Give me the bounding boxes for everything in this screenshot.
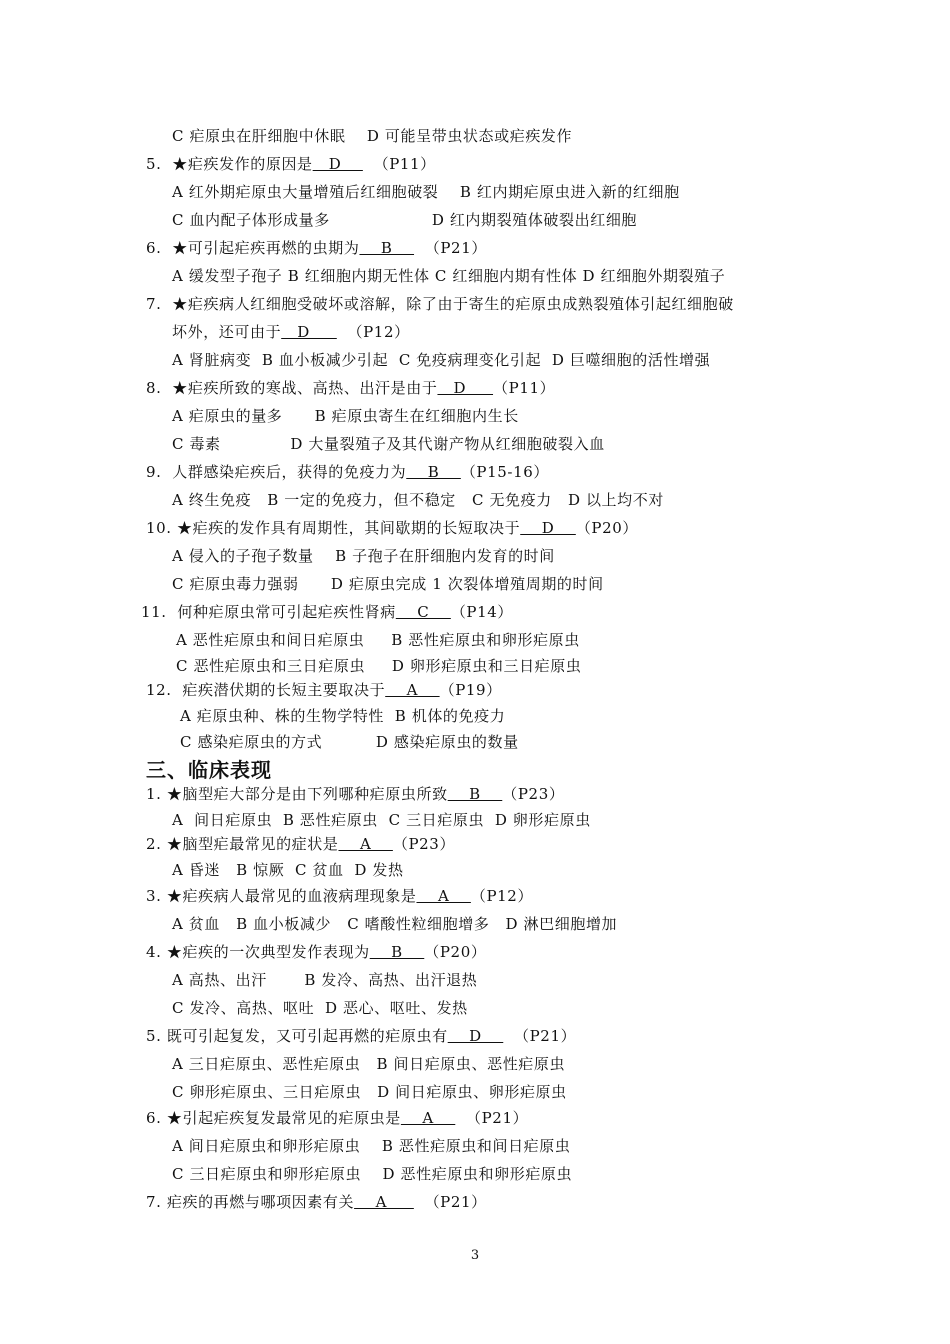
text-line	[146, 238, 487, 258]
page-reference: （P21）	[414, 239, 487, 257]
page-reference: （P20）	[575, 519, 638, 537]
text-line	[146, 680, 502, 700]
text-line	[172, 574, 604, 594]
question-text: A 红外期疟原虫大量增殖后红细胞破裂 B 红内期疟原虫进入新的红细胞	[172, 183, 680, 201]
question-text: C 疟原虫在肝细胞中休眠 D 可能呈带虫状态或疟疾发作	[172, 127, 573, 145]
question-text: 11. 何种疟原虫常可引起疟疾性肾病	[141, 603, 396, 621]
question-text: 9. 人群感染疟疾后，获得的免疫力为	[146, 463, 407, 481]
answer-blank: A	[416, 887, 471, 905]
text-line	[146, 886, 533, 906]
text-line	[176, 630, 580, 650]
text-line	[172, 350, 710, 370]
section-heading-clinical: 三、临床表现	[146, 758, 272, 782]
question-text: A 间日疟原虫 B 恶性疟原虫 C 三日疟原虫 D 卵形疟原虫	[172, 811, 591, 829]
text-line	[172, 1136, 570, 1156]
text-line	[146, 462, 549, 482]
text-line	[146, 1026, 576, 1046]
question-text: A 恶性疟原虫和间日疟原虫 B 恶性疟原虫和卵形疟原虫	[176, 631, 580, 649]
question-text: A 侵入的子孢子数量 B 子孢子在肝细胞内发育的时间	[172, 547, 555, 565]
question-text: C 毒素 D 大量裂殖子及其代谢产物从红细胞破裂入血	[172, 435, 605, 453]
answer-blank: C	[395, 603, 451, 621]
question-text: 10. ★疟疾的发作具有周期性，其间歇期的长短取决于	[146, 519, 521, 537]
question-text: C 发冷、高热、呕吐 D 恶心、呕吐、发热	[172, 999, 468, 1017]
question-text: 6. ★引起疟疾复发最常见的疟原虫是	[146, 1109, 401, 1127]
page-reference: （P23）	[502, 785, 565, 803]
answer-blank: A	[400, 1109, 456, 1127]
question-text: 4. ★疟疾的一次典型发作表现为	[146, 943, 370, 961]
question-text: C 感染疟原虫的方式 D 感染疟原虫的数量	[180, 733, 519, 751]
text-line	[176, 656, 581, 676]
text-line	[172, 860, 404, 880]
question-text: 3. ★疟疾病人最常见的血液病理现象是	[146, 887, 417, 905]
answer-blank: D	[520, 519, 576, 537]
question-text: A 三日疟原虫、恶性疟原虫 B 间日疟原虫、恶性疟原虫	[172, 1055, 566, 1073]
text-line	[146, 834, 455, 854]
text-line	[146, 378, 555, 398]
text-line	[172, 126, 572, 146]
answer-blank: A	[338, 835, 393, 853]
question-text: 12. 疟疾潜伏期的长短主要取决于	[146, 681, 386, 699]
text-line	[172, 546, 555, 566]
question-text: 2. ★脑型疟最常见的症状是	[146, 835, 339, 853]
text-line	[146, 1108, 528, 1128]
question-text: A 间日疟原虫和卵形疟原虫 B 恶性疟原虫和间日疟原虫	[172, 1137, 571, 1155]
question-text: C 三日疟原虫和卵形疟原虫 D 恶性疟原虫和卵形疟原虫	[172, 1165, 573, 1183]
question-text: 5. 既可引起复发，又可引起再燃的疟原虫有	[146, 1027, 448, 1045]
page-reference: （P11）	[493, 379, 556, 397]
answer-blank: A	[354, 1193, 414, 1211]
answer-blank: B	[406, 463, 461, 481]
page-reference: （P12）	[336, 323, 410, 341]
answer-blank: D	[447, 1027, 504, 1045]
text-line	[172, 1054, 565, 1074]
question-text: 6. ★可引起疟疾再燃的虫期为	[146, 239, 360, 257]
text-line	[146, 942, 486, 962]
question-text: C 卵形疟原虫、三日疟原虫 D 间日疟原虫、卵形疟原虫	[172, 1083, 567, 1101]
answer-blank: B	[359, 239, 415, 257]
page-reference: （P21）	[455, 1109, 529, 1127]
text-line	[172, 1082, 567, 1102]
question-text: 7. ★疟疾病人红细胞受破坏或溶解，除了由于寄生的疟原虫成熟裂殖体引起红细胞破	[146, 295, 734, 313]
question-text: A 高热、出汗 B 发冷、高热、出汗退热	[172, 971, 478, 989]
page-number: 3	[470, 1248, 480, 1263]
text-line	[172, 490, 664, 510]
text-line	[146, 518, 638, 538]
text-line	[141, 602, 513, 622]
question-text: A 昏迷 B 惊厥 C 贫血 D 发热	[172, 861, 404, 879]
text-line	[146, 154, 436, 174]
text-line	[172, 810, 591, 830]
question-text: A 疟原虫的量多 B 疟原虫寄生在红细胞内生长	[172, 407, 519, 425]
text-line	[180, 706, 505, 726]
answer-blank: B	[369, 943, 425, 961]
question-text: C 血内配子体形成量多 D 红内期裂殖体破裂出红细胞	[172, 211, 638, 229]
text-line	[172, 434, 605, 454]
text-line	[172, 210, 637, 230]
question-text: 8. ★疟疾所致的寒战、高热、出汗是由于	[146, 379, 438, 397]
answer-blank: D	[312, 155, 363, 173]
answer-blank: B	[447, 785, 503, 803]
text-line	[172, 970, 477, 990]
question-text: A 疟原虫种、株的生物学特性 B 机体的免疫力	[180, 707, 506, 725]
text-line	[172, 406, 519, 426]
page-reference: （P12）	[470, 887, 534, 905]
question-text: A 贫血 B 血小板减少 C 嗜酸性粒细胞增多 D 淋巴细胞增加	[172, 915, 618, 933]
text-line	[172, 914, 617, 934]
answer-blank: A	[385, 681, 440, 699]
question-text: 1. ★脑型疟大部分是由下列哪种疟原虫所致	[146, 785, 448, 803]
text-line	[180, 732, 519, 752]
text-line	[172, 1164, 572, 1184]
page-reference: （P23）	[392, 835, 456, 853]
text-line	[172, 998, 468, 1018]
page-reference: （P11）	[362, 155, 436, 173]
text-line	[172, 266, 725, 286]
answer-blank: D	[281, 323, 337, 341]
page-reference: （P20）	[424, 943, 487, 961]
question-text: 坏外，还可由于	[172, 323, 282, 341]
answer-blank: D	[437, 379, 494, 397]
text-line	[146, 784, 564, 804]
question-text: A 肾脏病变 B 血小板减少引起 C 免疫病理变化引起 D 巨噬细胞的活性增强	[172, 351, 711, 369]
question-text: 5. ★疟疾发作的原因是	[146, 155, 313, 173]
page-reference: （P19）	[439, 681, 502, 699]
question-text: C 恶性疟原虫和三日疟原虫 D 卵形疟原虫和三日疟原虫	[176, 657, 582, 675]
page-reference: （P14）	[450, 603, 514, 621]
page-reference: （P15-16）	[460, 463, 549, 481]
question-text: C 疟原虫毒力强弱 D 疟原虫完成 1 次裂体增殖周期的时间	[172, 575, 604, 593]
text-line	[146, 1192, 487, 1212]
question-text: 7. 疟疾的再燃与哪项因素有关	[146, 1193, 355, 1211]
page-reference: （P21）	[413, 1193, 487, 1211]
question-text: A 缓发型子孢子 B 红细胞内期无性体 C 红细胞内期有性体 D 红细胞外期裂殖子	[172, 267, 726, 285]
text-line	[172, 182, 680, 202]
page-reference: （P21）	[503, 1027, 577, 1045]
text-line	[172, 322, 410, 342]
question-text: A 终生免疫 B 一定的免疫力，但不稳定 C 无免疫力 D 以上均不对	[172, 491, 664, 509]
text-line	[146, 294, 734, 314]
